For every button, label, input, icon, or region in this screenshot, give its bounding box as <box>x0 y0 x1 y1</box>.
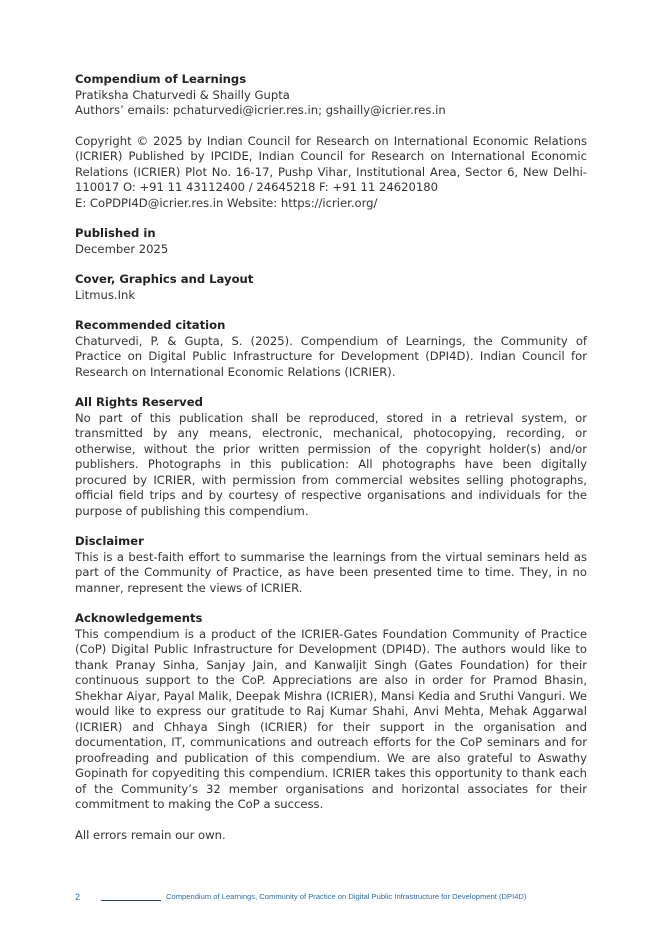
contact-info: E: CoPDPI4D@icrier.res.in Website: https://icrier.org/ <box>75 195 378 210</box>
acknowledgements-block <box>75 611 587 813</box>
published-date: December 2025 <box>75 241 169 256</box>
document-title: Compendium of Learnings <box>75 72 247 86</box>
authors: Pratiksha Chaturvedi & Shailly Gupta <box>75 87 290 102</box>
acknowledgements-text: This compendium is a product of the ICRIER-Gates Foundation Community of Practice (CoP) Digital Public Infrastructure for Development (DPI4D). The authors would like to thank Pranay Sinha, Sanjay Jain, and Kanwaljit Singh (Gates Foundation) for their continuous support to the CoP. Appreciations are also in order for Pramod Bhasin, Shekhar Aiyar, Payal Malik, Deepak Mishra (ICRIER), Mansi Kedia and Sruthi Vanguri. We would like to express our gratitude to Raj Kumar Shahi, Anvi Mehta, Mehak Aggarwal (ICRIER) and Chhaya Singh (ICRIER) for their support in the organisation and documentation, IT, communications and outreach efforts for the CoP seminars and for proofreading and publication of this compendium. We are also grateful to Aswathy Gopinath for copyediting this compendium. ICRIER takes this opportunity to thank each of the Community’s 32 member organisations and horizontal associates for their commitment to making the CoP a success. <box>75 626 587 811</box>
page-number: 2 <box>75 892 81 902</box>
rights-heading: All Rights Reserved <box>75 395 203 409</box>
author-emails: Authors’ emails: pchaturvedi@icrier.res.in; gshailly@icrier.res.in <box>75 103 446 117</box>
citation-block <box>75 318 587 380</box>
citation-heading: Recommended citation <box>75 318 226 332</box>
copyright-block <box>75 134 587 212</box>
imprint-page <box>75 72 587 858</box>
footer-running-title: Compendium of Learnings, Community of Practice on Digital Public Infrastructure for Development (DPI4D) <box>166 892 527 901</box>
citation-text: Chaturvedi, P. & Gupta, S. (2025). Compendium of Learnings, the Community of Practice on Digital Public Infrastructure for Development (DPI4D). Indian Council for Research on International Economic Relations (ICRIER). <box>75 333 587 379</box>
disclaimer-block <box>75 534 587 596</box>
closing-note: All errors remain our own. <box>75 827 226 842</box>
cover-heading: Cover, Graphics and Layout <box>75 272 254 286</box>
published-heading: Published in <box>75 226 156 240</box>
title-block <box>75 72 587 119</box>
published-block <box>75 226 587 257</box>
disclaimer-heading: Disclaimer <box>75 534 144 548</box>
rights-text: No part of this publication shall be reproduced, stored in a retrieval system, or transmitted by any means, electronic, mechanical, photocopying, recording, or otherwise, without the prior written permission of the copyright holder(s) and/or publishers. Photographs in this publication: All photographs have been digitally procured by ICRIER, with permission from commercial websites selling photographs, official field trips and by courtesy of respective organisations and individuals for the purpose of publishing this compendium. <box>75 410 587 518</box>
cover-credit: Litmus.Ink <box>75 287 136 302</box>
closing-block <box>75 828 587 844</box>
footer-rule <box>101 900 161 901</box>
copyright-text: Copyright © 2025 by Indian Council for Research on International Economic Relations (ICRIER) Published by IPCIDE, Indian Council for Research on International Economic Relations (ICRIER) Plot No. 16-17, Pushp Vihar, Institutional Area, Sector 6, New Delhi-110017 O: +91 11 43112400 / 24645218 F: +91 11 24620180 <box>75 133 587 194</box>
acknowledgements-heading: Acknowledgements <box>75 611 203 625</box>
page-footer <box>75 892 587 906</box>
cover-block <box>75 272 587 303</box>
rights-block <box>75 395 587 519</box>
disclaimer-text: This is a best-faith effort to summarise the learnings from the virtual seminars held as part of the Community of Practice, as have been presented time to time. They, in no manner, represent the views of ICRIER. <box>75 549 587 595</box>
